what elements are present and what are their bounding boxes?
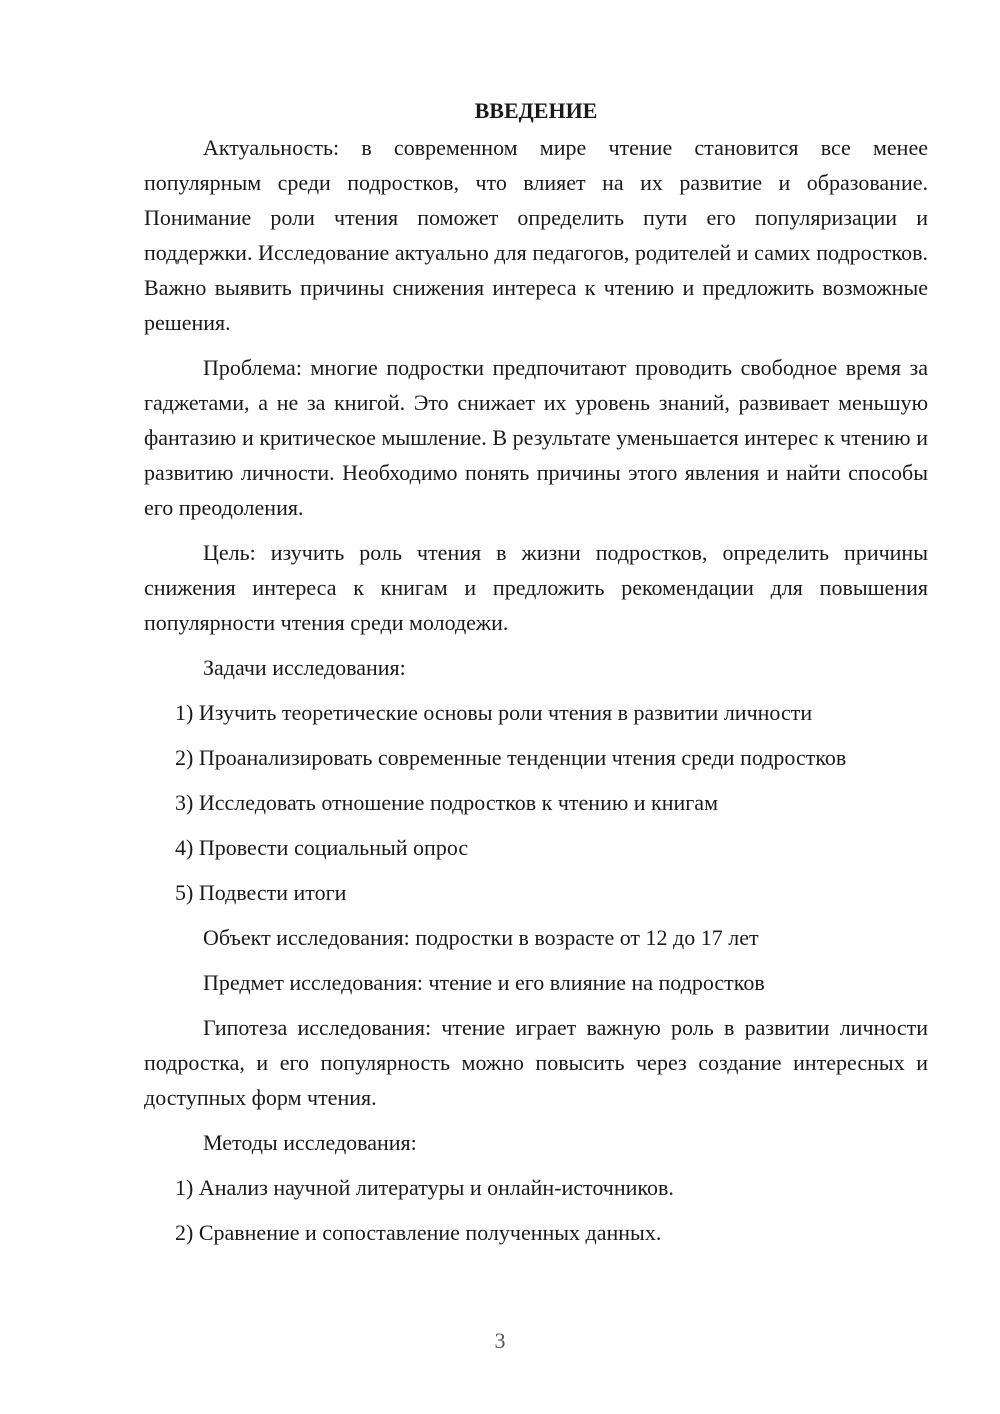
tasks-heading: Задачи исследования: (203, 655, 406, 680)
research-object: Объект исследования: подростки в возрасте от 12 до 17 лет (203, 925, 759, 950)
section-title: ВВЕДЕНИЕ (474, 98, 598, 123)
goal-paragraph: Цель: изучить роль чтения в жизни подростков, определить причины снижения интереса к книгам и предложить рекомендации для повышения популярности чтения среди молодежи. (144, 540, 928, 635)
task-item-1: 1) Изучить теоретические основы роли чтения в развитии личности (175, 700, 813, 725)
research-hypothesis: Гипотеза исследования: чтение играет важную роль в развитии личности подростка, и его популярность можно повысить через создание интересных и доступных форм чтения. (144, 1015, 928, 1110)
problem-paragraph: Проблема: многие подростки предпочитают проводить свободное время за гаджетами, а не за книгой. Это снижает их уровень знаний, развивает меньшую фантазию и критическое мышление. В результате уменьшается интерес к чтению и развитию личности. Необходимо понять причины этого явления и найти способы его преодоления. (144, 355, 928, 520)
page-number: 3 (494, 1328, 506, 1353)
document-page (144, 96, 928, 1260)
task-item-5: 5) Подвести итоги (175, 880, 347, 905)
task-item-4: 4) Провести социальный опрос (175, 835, 469, 860)
research-subject: Предмет исследования: чтение и его влияние на подростков (203, 970, 765, 995)
methods-heading: Методы исследования: (203, 1130, 417, 1155)
task-item-2: 2) Проанализировать современные тенденции чтения среди подростков (175, 745, 847, 770)
task-item-3: 3) Исследовать отношение подростков к чтению и книгам (175, 790, 718, 815)
relevance-paragraph: Актуальность: в современном мире чтение становится все менее популярным среди подростков, что влияет на их развитие и образование. Понимание роли чтения поможет определить пути его популяризации и поддержки. Исследование актуально для педагогов, родителей и самих подростков. Важно выявить причины снижения интереса к чтению и предложить возможные решения. (144, 135, 928, 335)
method-item-1: 1) Анализ научной литературы и онлайн-источников. (175, 1175, 674, 1200)
method-item-2: 2) Сравнение и сопоставление полученных данных. (175, 1220, 662, 1245)
